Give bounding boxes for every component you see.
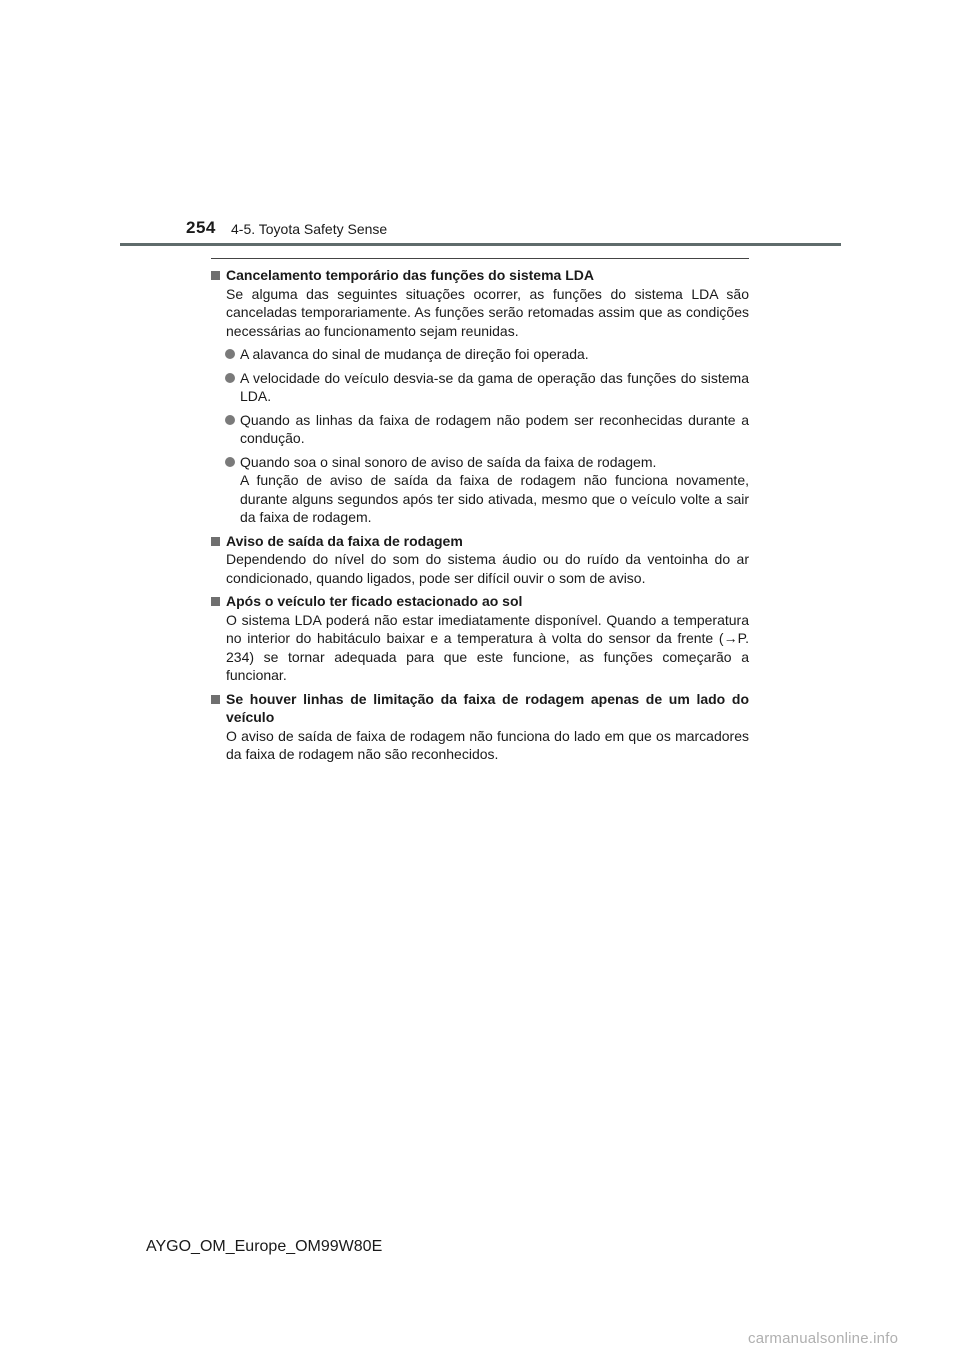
list-item: [211, 369, 749, 406]
watermark: carmanualsonline.info: [748, 1330, 899, 1347]
list-item-text: Quando soa o sinal sonoro de aviso de saída da faixa de rodagem.: [240, 453, 657, 470]
paragraph: O aviso de saída de faixa de rodagem não funciona do lado em que os marcadores da faixa de rodagem não são reconhecidos.: [226, 727, 749, 762]
list-item: [211, 453, 749, 527]
heading-text: Se houver linhas de limitação da faixa de rodagem apenas de um lado do veículo: [226, 690, 749, 725]
heading-text: Aviso de saída da faixa de rodagem: [226, 532, 463, 549]
document-code: AYGO_OM_Europe_OM99W80E: [146, 1238, 383, 1255]
square-bullet-icon: [211, 537, 220, 546]
circle-bullet-icon: [225, 415, 235, 425]
list-item-text: Quando as linhas da faixa de rodagem não podem ser reconhecidas durante a condução.: [240, 411, 749, 446]
circle-bullet-icon: [225, 457, 235, 467]
paragraph: Dependendo do nível do som do sistema áudio ou do ruído da ventoinha do ar condicionado, quando ligados, pode ser difícil ouvir o som de aviso.: [226, 551, 749, 586]
list-item-text: A alavanca do sinal de mudança de direção foi operada.: [240, 346, 589, 362]
square-bullet-icon: [211, 271, 220, 280]
paragraph: O sistema LDA poderá não estar imediatamente disponível. Quando a temperatura no interior do habitáculo baixar e a temperatura à volta do sensor da frente (→P. 234) se tornar adequada para que este funcione, as funções começarão a funcionar.: [226, 611, 749, 683]
header-divider: [120, 243, 841, 246]
list-item: [211, 411, 749, 448]
section-heading: [211, 690, 749, 727]
section-heading: [211, 532, 749, 551]
section-heading: [211, 592, 749, 611]
list-item: [211, 345, 749, 364]
square-bullet-icon: [211, 597, 220, 606]
page-number: 254: [186, 218, 216, 237]
section-parked-in-sun: [211, 592, 749, 685]
section-heading: [211, 266, 749, 285]
page-content: [211, 258, 749, 769]
section-lane-departure-warning: [211, 532, 749, 588]
list-item-subtext: A função de aviso de saída da faixa de rodagem não funciona novamente, durante alguns segundos após ter sido ativada, mesmo que o veículo volte a sair da faixa de rodagem.: [240, 472, 749, 525]
section-title: 4-5. Toyota Safety Sense: [231, 221, 388, 237]
list-item-text: A velocidade do veículo desvia-se da gama de operação das funções do sistema LDA.: [240, 369, 749, 404]
section-one-side-lines: [211, 690, 749, 764]
heading-text: Cancelamento temporário das funções do sistema LDA: [226, 267, 594, 283]
square-bullet-icon: [211, 695, 220, 704]
heading-text: Após o veículo ter ficado estacionado ao sol: [226, 593, 523, 609]
circle-bullet-icon: [225, 373, 235, 383]
paragraph: Se alguma das seguintes situações ocorrer, as funções do sistema LDA são canceladas temporariamente. As funções serão retomadas assim que as condições necessárias ao funcionamento sejam reunidas.: [226, 285, 749, 339]
section-lda-cancel: [211, 266, 749, 527]
circle-bullet-icon: [225, 349, 235, 359]
